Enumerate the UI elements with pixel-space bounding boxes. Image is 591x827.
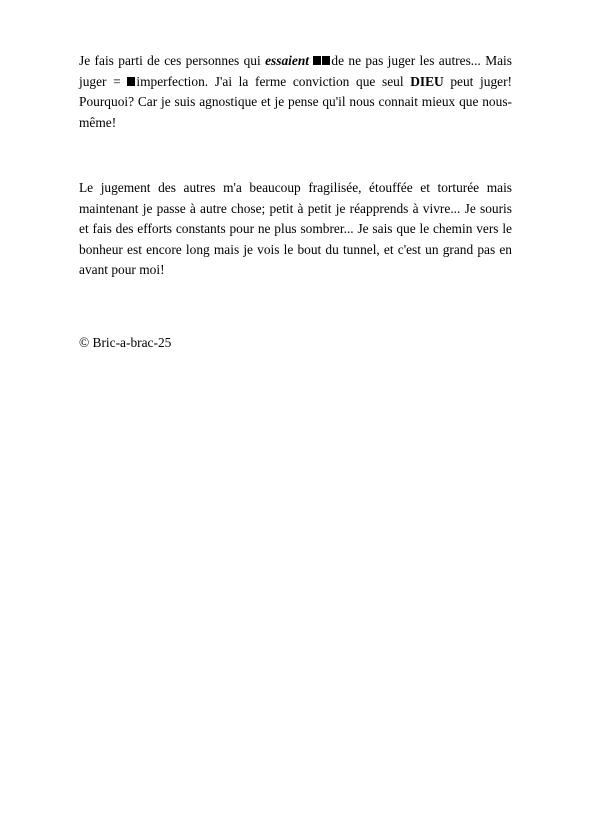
strong-dieu: DIEU (410, 73, 444, 89)
signature: © Bric-a-brac-25 (79, 335, 172, 350)
paragraph-1-text-d: peut juger! Pourquoi? Car je suis agnostique et je pense qu'il nous connait mieux que nous-même! (79, 73, 512, 130)
emphasis-essaient: essaient (265, 53, 309, 68)
paragraph-1-text-a: Je fais parti de ces personnes qui (79, 53, 266, 68)
paragraph-judging (79, 51, 512, 133)
paragraph-1-text-c: imperfection. J'ai la ferme conviction que seul (136, 73, 411, 89)
paragraph-recovery: Le jugement des autres m'a beaucoup fragilisée, étouffée et torturée mais maintenant je passe à autre chose; petit à petit je réapprends à vivre... Je souris et fais des efforts constants pour ne plus sombrer... Je sais que le chemin vers le bonheur est encore long mais je vois le bout du tunnel, et c'est un grand pas en avant pour moi! (79, 180, 512, 278)
missing-glyph-box (322, 56, 330, 65)
missing-glyph-box (127, 77, 135, 86)
paragraph-1-text-b: de ne pas juger les autres... Mais juger = (79, 53, 512, 89)
missing-glyph-box (313, 56, 321, 65)
